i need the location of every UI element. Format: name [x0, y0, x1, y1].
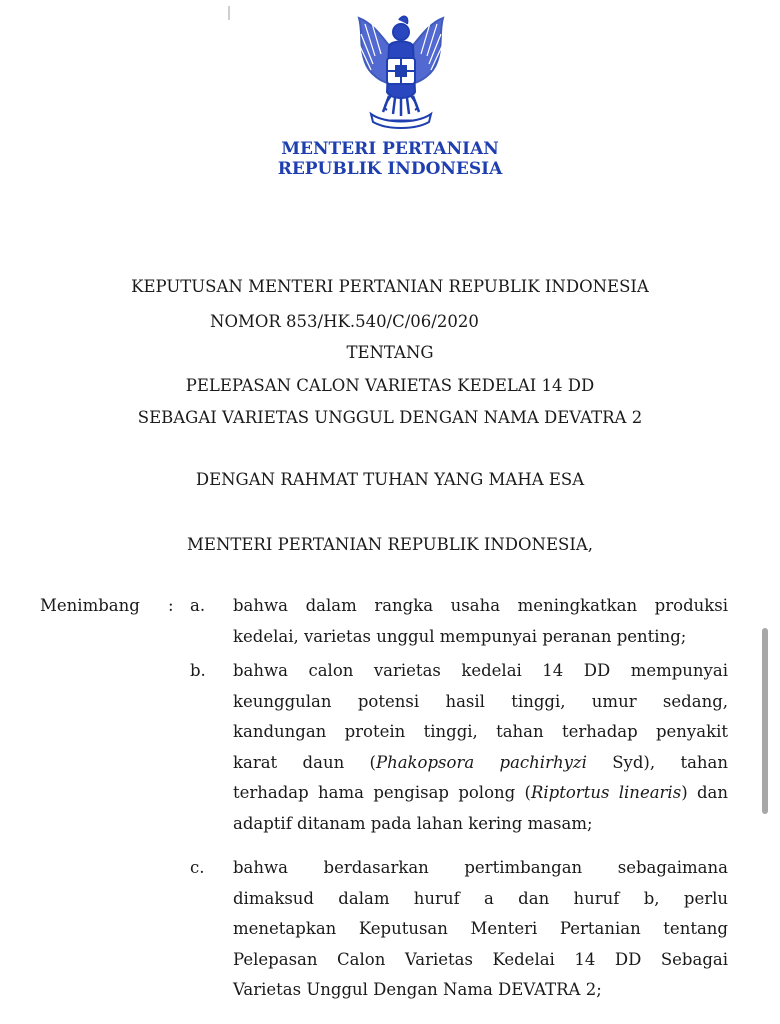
decree-subject-line2: SEBAGAI VARIETAS UNGGUL DENGAN NAMA DEVATRA 2 [137, 408, 643, 427]
text-line: bahwa dalam rangka usaha meningkatkan produksi [233, 596, 728, 615]
item-a-marker: a. [190, 596, 206, 615]
authority-line: MENTERI PERTANIAN REPUBLIK INDONESIA, [187, 535, 593, 554]
text-line [233, 778, 728, 809]
item-a-text [233, 591, 728, 652]
text-line: Varietas Unggul Dengan Nama DEVATRA 2; [233, 980, 602, 999]
text-segment: terhadap hama pengisap polong ( [233, 783, 531, 802]
item-b-text [233, 656, 728, 839]
considering-colon: : [168, 596, 174, 615]
text-segment: karat daun ( [233, 752, 376, 772]
text-line: Pelepasan Calon Varietas Kedelai 14 DD Sebagai [233, 949, 728, 969]
considering-label: Menimbang [40, 596, 140, 615]
text-line [233, 748, 728, 779]
item-c-marker: c. [190, 858, 205, 877]
item-b-marker: b. [190, 661, 206, 680]
invocation: DENGAN RAHMAT TUHAN YANG MAHA ESA [195, 470, 585, 489]
text-line: bahwa calon varietas kedelai 14 DD mempunyai [233, 661, 728, 680]
text-segment: ) dan [681, 783, 728, 802]
decree-subject-line1: PELEPASAN CALON VARIETAS KEDELAI 14 DD [185, 376, 595, 395]
text-line: adaptif ditanam pada lahan kering masam; [233, 813, 593, 833]
decree-title: KEPUTUSAN MENTERI PERTANIAN REPUBLIK INDONESIA [131, 277, 649, 296]
text-line: dimaksud dalam huruf a dan huruf b, perlu [233, 888, 728, 908]
text-segment: Syd), tahan [586, 752, 728, 772]
scan-mark [228, 6, 230, 20]
item-c-text [233, 853, 728, 1006]
decree-number: NOMOR 853/HK.540/C/06/2020 [210, 312, 479, 331]
decree-about: TENTANG [346, 343, 434, 362]
garuda-emblem-icon [345, 12, 457, 130]
ministry-name-line1: MENTERI PERTANIAN [281, 139, 499, 159]
ministry-name-line2: REPUBLIK INDONESIA [277, 159, 503, 179]
species-name: Phakopsora pachirhyzi [375, 752, 587, 772]
scrollbar-thumb[interactable] [762, 628, 768, 814]
species-name: Riptortus linearis [530, 783, 682, 802]
text-line: menetapkan Keputusan Menteri Pertanian tentang [233, 919, 728, 938]
text-line: kandungan protein tinggi, tahan terhadap penyakit [233, 722, 728, 741]
text-line: bahwa berdasarkan pertimbangan sebagaimana [233, 858, 728, 877]
text-line: kedelai, varietas unggul mempunyai peranan penting; [233, 626, 687, 646]
text-line: keunggulan potensi hasil tinggi, umur sedang, [233, 691, 728, 711]
